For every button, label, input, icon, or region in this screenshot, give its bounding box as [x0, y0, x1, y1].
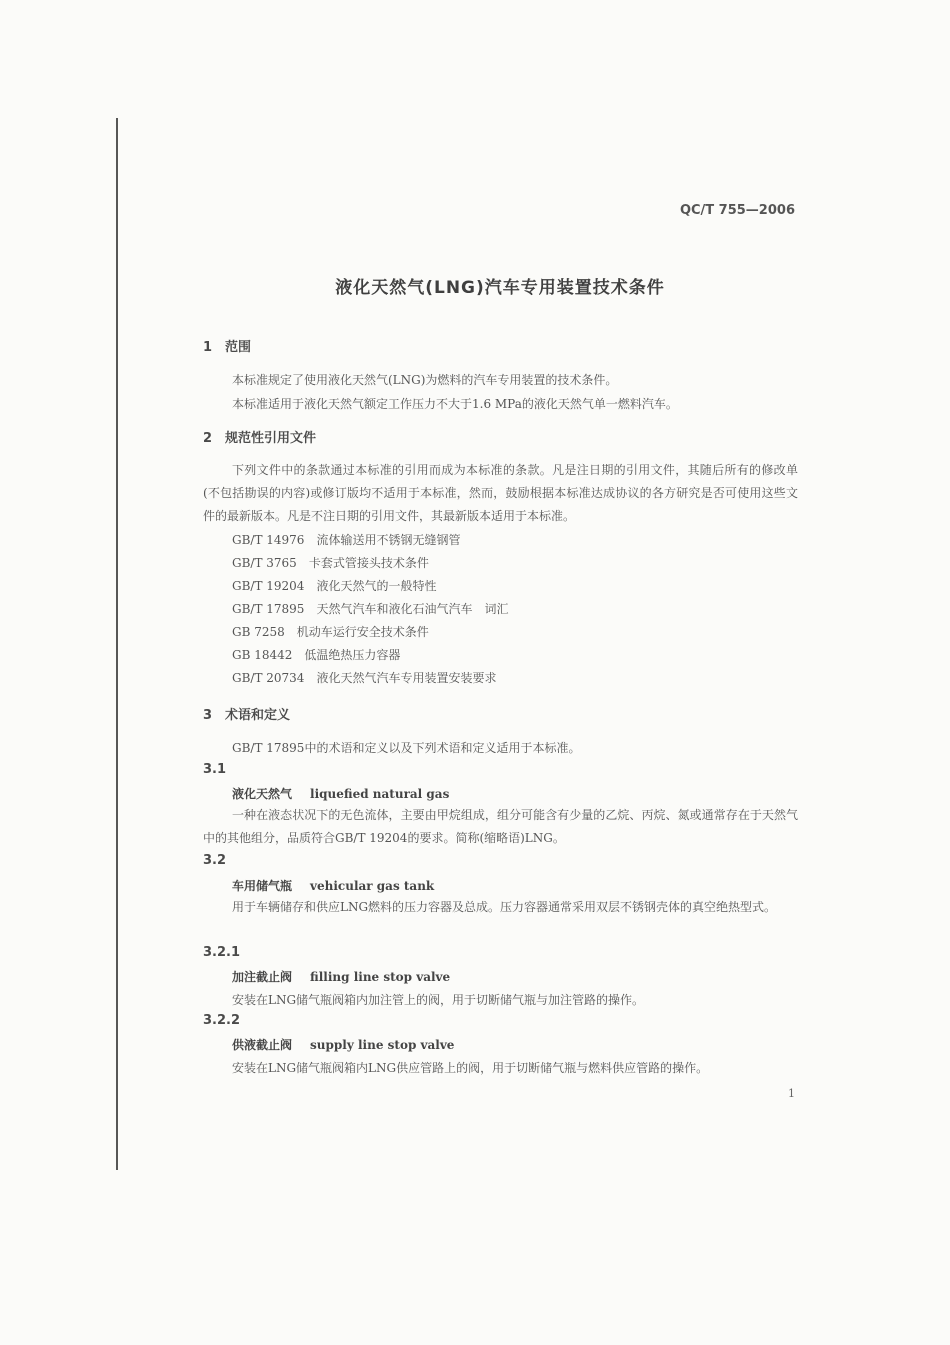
- reference-item: [232, 554, 429, 571]
- section-3-heading: [203, 704, 290, 723]
- reference-code: GB/T 3765: [232, 556, 297, 570]
- reference-code: GB/T 19204: [232, 579, 305, 593]
- clause-number: 3.1: [203, 762, 227, 777]
- reference-code: GB/T 20734: [232, 671, 305, 685]
- reference-item: [232, 646, 400, 663]
- terms-intro: GB/T 17895中的术语和定义以及下列术语和定义适用于本标准。: [232, 741, 581, 755]
- reference-item: [232, 623, 429, 640]
- section-2-heading: [203, 427, 316, 446]
- section-title: 术语和定义: [225, 708, 291, 723]
- reference-code: GB/T 17895: [232, 602, 305, 616]
- reference-code: GB 18442: [232, 648, 293, 662]
- term-entry: [232, 785, 449, 802]
- section-1-heading: [203, 336, 251, 355]
- term-definition: 安装在LNG储气瓶阀箱内LNG供应管路上的阀，用于切断储气瓶与燃料供应管路的操作。: [232, 1061, 709, 1075]
- reference-title: 液化天然气的一般特性: [316, 579, 437, 593]
- scope-line-2: 本标准适用于液化天然气额定工作压力不大于1.6 MPa的液化天然气单一燃料汽车。: [232, 397, 678, 411]
- section-title: 范围: [225, 340, 252, 355]
- clause-number: 3.2.1: [203, 945, 241, 960]
- section-number: 2: [203, 431, 213, 446]
- reference-title: 卡套式管接头技术条件: [308, 556, 429, 570]
- reference-item: [232, 600, 508, 617]
- term-english: supply line stop valve: [310, 1038, 455, 1052]
- term-chinese: 液化天然气: [232, 787, 293, 801]
- term-definition: 用于车辆储存和供应LNG燃料的压力容器及总成。压力容器通常采用双层不锈钢壳体的真空绝热型式。: [232, 900, 777, 914]
- term-english: vehicular gas tank: [310, 879, 435, 893]
- page-number: 1: [788, 1087, 795, 1100]
- reference-item: [232, 669, 496, 686]
- reference-title: 机动车运行安全技术条件: [296, 625, 429, 639]
- term-entry: [232, 968, 450, 985]
- section-number: 1: [203, 340, 213, 355]
- reference-item: [232, 531, 460, 548]
- reference-title: 低温绝热压力容器: [304, 648, 401, 662]
- term-definition: 一种在液态状况下的无色流体，主要由甲烷组成，组分可能含有少量的乙烷、丙烷、氮或通常存在于天然气中的其他组分，品质符合GB/T 19204的要求。简称(缩略语)LNG。: [203, 808, 798, 845]
- reference-code: GB/T 14976: [232, 533, 305, 547]
- reference-code: GB 7258: [232, 625, 285, 639]
- document-title: 液化天然气(LNG)汽车专用装置技术条件: [335, 278, 665, 298]
- standard-code: QC/T 755—2006: [679, 203, 795, 218]
- section-number: 3: [203, 708, 213, 723]
- reference-item: [232, 577, 436, 594]
- term-entry: [232, 877, 434, 894]
- reference-title: 液化天然气汽车专用装置安装要求: [316, 671, 497, 685]
- term-chinese: 车用储气瓶: [232, 879, 293, 893]
- section-title: 规范性引用文件: [225, 431, 317, 446]
- term-chinese: 供液截止阀: [232, 1038, 293, 1052]
- reference-title: 流体输送用不锈钢无缝钢管: [316, 533, 461, 547]
- scope-line-1: 本标准规定了使用液化天然气(LNG)为燃料的汽车专用装置的技术条件。: [232, 373, 618, 387]
- normative-references-paragraph: 下列文件中的条款通过本标准的引用而成为本标准的条款。凡是注日期的引用文件，其随后所有的修改单(不包括勘误的内容)或修订版均不适用于本标准，然而，鼓励根据本标准达成协议的各方研究是否可使用这些文件的最新版本。凡是不注日期的引用文件，其最新版本适用于本标准。: [203, 463, 798, 523]
- term-english: liquefied natural gas: [310, 787, 450, 801]
- term-english: filling line stop valve: [310, 970, 451, 984]
- term-entry: [232, 1036, 454, 1053]
- term-definition: 安装在LNG储气瓶阀箱内加注管上的阀，用于切断储气瓶与加注管路的操作。: [232, 993, 645, 1007]
- clause-number: 3.2.2: [203, 1013, 241, 1028]
- reference-title: 天然气汽车和液化石油气汽车 词汇: [316, 602, 509, 616]
- clause-number: 3.2: [203, 853, 227, 868]
- term-chinese: 加注截止阀: [232, 970, 293, 984]
